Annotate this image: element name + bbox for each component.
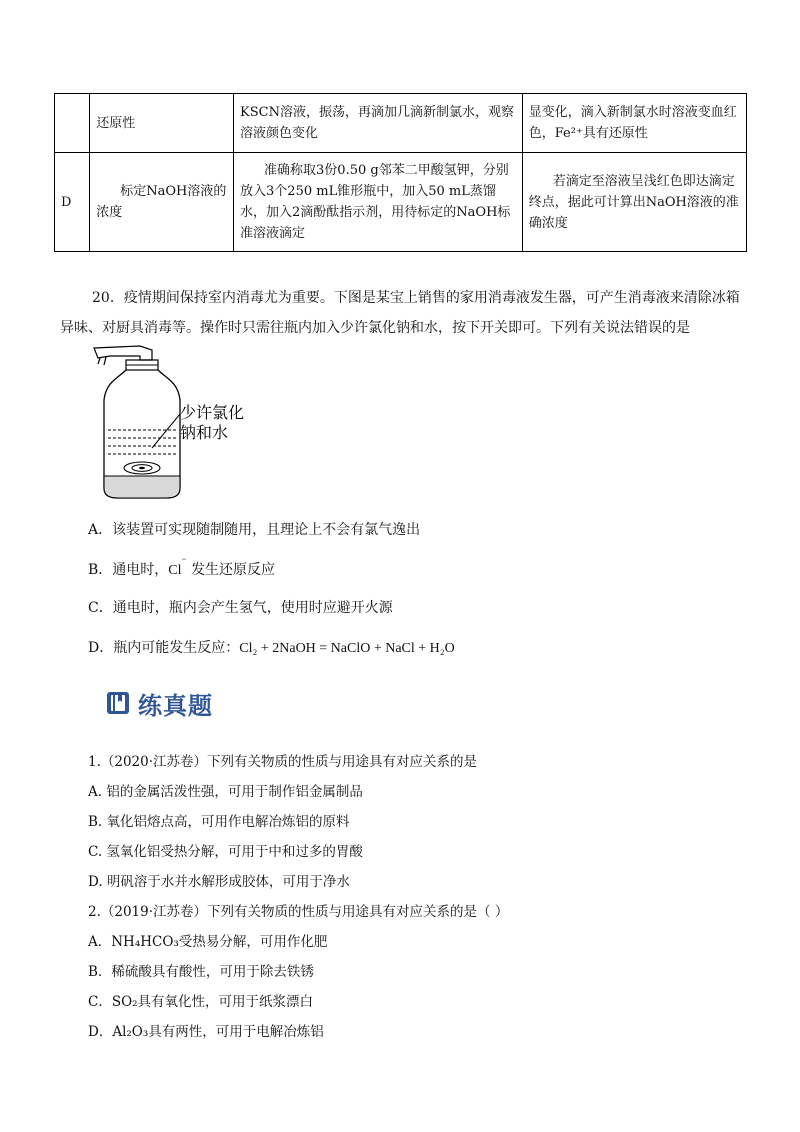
- q1-option-c: C. 氢氧化铝受热分解，可用于中和过多的胃酸: [88, 844, 363, 860]
- figure-label: 少许氯化: [180, 403, 245, 422]
- question-2-stem: 2.（2019·江苏卷）下列有关物质的性质与用途具有对应关系的是（ ）: [88, 904, 509, 920]
- disinfectant-generator-figure: [88, 338, 278, 508]
- question-stem: 20．疫情期间保持室内消毒尤为重要。下图是某宝上销售的家用消毒液发生器，可产生消毒液来清除冰箱异味、对厨具消毒等。操作时只需往瓶内加入少许氯化钠和水，按下开关即可。下列有关说法错误的是: [60, 290, 740, 336]
- q2-option-a: A．NH₄HCO₃受热易分解，可用作化肥: [88, 934, 328, 950]
- book-icon: [106, 691, 130, 715]
- table-row: [55, 94, 747, 153]
- ion-charge: −: [181, 554, 187, 564]
- row-operation: KSCN溶液，振荡，再滴加几滴新制氯水，观察溶液颜色变化: [234, 94, 523, 153]
- row-label: [55, 94, 90, 153]
- q2-option-d: D．Al₂O₃具有两性，可用于电解冶炼铝: [88, 1024, 324, 1040]
- experiment-table: [54, 93, 747, 252]
- table-row: [55, 153, 747, 252]
- section-title: 练真题: [138, 691, 213, 720]
- option-b: [88, 554, 276, 581]
- option-d-prefix: D．瓶内可能发生反应：: [88, 640, 240, 656]
- ion-symbol: Cl: [168, 563, 182, 578]
- option-a: A．该装置可实现随制随用，且理论上不会有氯气逸出: [88, 522, 421, 538]
- q1-option-b: B. 氧化铝熔点高，可用作电解冶炼铝的原料: [88, 814, 350, 830]
- chloride-ion: [168, 554, 187, 578]
- section-banner: [106, 688, 213, 718]
- figure-label: 钠和水: [180, 423, 229, 442]
- q1-option-a: A. 铝的金属活泼性强，可用于制作铝金属制品: [88, 784, 363, 800]
- row-property: 标定NaOH溶液的浓度: [90, 153, 234, 252]
- question-1-stem: 1.（2020·江苏卷）下列有关物质的性质与用途具有对应关系的是: [88, 754, 478, 770]
- option-d: [88, 638, 455, 659]
- row-label: D: [55, 153, 90, 252]
- option-b-suffix: 发生还原反应: [191, 562, 276, 578]
- row-property: 还原性: [90, 94, 234, 153]
- q1-option-d: D. 明矾溶于水并水解形成胶体，可用于净水: [88, 874, 350, 890]
- row-conclusion: 显变化，滴入新制氯水时溶液变血红色，Fe²⁺具有还原性: [522, 94, 746, 153]
- row-operation: 准确称取3份0.50 g邻苯二甲酸氢钾，分别放入3个250 mL锥形瓶中，加入50 mL蒸馏水，加入2滴酚酞指示剂，用待标定的NaOH标准溶液滴定: [234, 153, 523, 252]
- option-b-prefix: B．通电时，: [88, 562, 169, 578]
- q2-option-b: B．稀硫酸具有酸性，可用于除去铁锈: [88, 964, 314, 980]
- question-20: [60, 283, 750, 343]
- row-conclusion: 若滴定至溶液呈浅红色即达滴定终点，据此可计算出NaOH溶液的准确浓度: [522, 153, 746, 252]
- q2-option-c: C．SO₂具有氧化性，可用于纸浆漂白: [88, 994, 314, 1010]
- reaction-equation: Cl₂ + 2NaOH = NaClO + NaCl + H₂O: [239, 641, 455, 656]
- option-c: C．通电时，瓶内会产生氢气，使用时应避开火源: [88, 600, 393, 616]
